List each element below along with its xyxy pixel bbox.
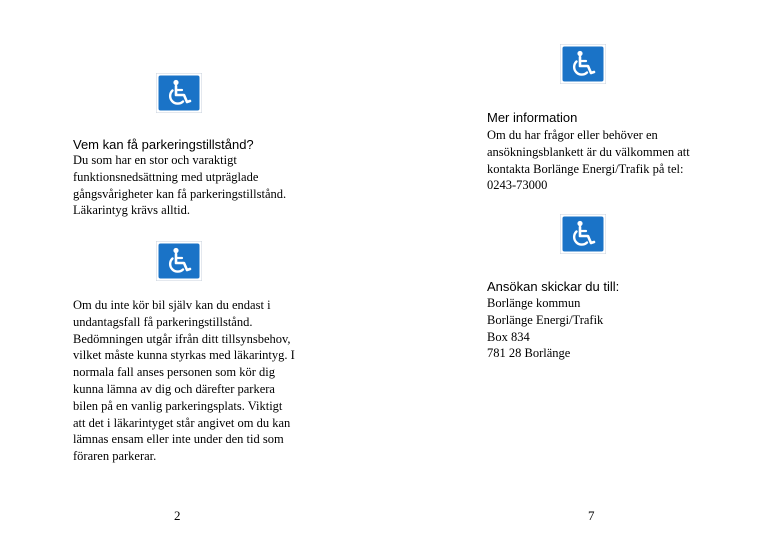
section-heading-mer-information: Mer information (487, 110, 578, 125)
address-line: Borlänge kommun (487, 296, 581, 310)
page-number: 2 (174, 508, 181, 523)
section-body-adress (487, 295, 603, 362)
wheelchair-icon (156, 241, 202, 281)
text-line: normala fall anses personen som kör dig (73, 365, 276, 380)
text-line: bilen på en vanlig parkeringsplats. Viktigt (73, 398, 283, 413)
text-line: föraren parkerar. (73, 449, 157, 464)
text-line: 0243-73000 (487, 178, 548, 193)
text-line: Om du inte kör bil själv kan du endast i (73, 298, 271, 312)
page-number: 7 (588, 508, 595, 523)
text-line: Du som har en stor och varaktigt (73, 153, 237, 167)
text-line: kunna lämna av dig och därefter parkera (73, 381, 275, 396)
text-line: Läkarintyg krävs alltid. (73, 203, 190, 218)
wheelchair-icon (560, 44, 606, 84)
wheelchair-icon (156, 73, 202, 113)
section-body-mer-information (487, 127, 690, 194)
address-line: 781 28 Borlänge (487, 346, 571, 361)
text-line: undantagsfall få parkeringstillstånd. (73, 314, 253, 329)
text-line: funktionsnedsättning med utpräglade (73, 169, 259, 184)
text-line: gångsvårigheter kan få parkeringstillstånd. (73, 186, 287, 201)
text-line: Bedömningen utgår ifrån ditt tillsynsbehov, (73, 331, 291, 346)
text-line: att det i läkarintyget står angivet om du kan (73, 415, 291, 430)
text-line: kontakta Borlänge Energi/Trafik på tel: (487, 161, 684, 176)
section-body-undantag (73, 297, 295, 465)
right-page (390, 0, 780, 540)
text-line: Om du har frågor eller behöver en (487, 128, 658, 142)
address-line: Borlänge Energi/Trafik (487, 312, 604, 327)
wheelchair-icon (560, 214, 606, 254)
section-heading-vem: Vem kan få parkeringstillstånd? (73, 137, 254, 152)
section-body-vem (73, 152, 286, 219)
text-line: lämnas ensam eller inte under den tid som (73, 432, 284, 447)
text-line: ansökningsblankett är du välkommen att (487, 144, 690, 159)
section-heading-ansokan: Ansökan skickar du till: (487, 279, 620, 294)
text-line: vilket måste kunna styrkas med läkarintyg. I (73, 348, 295, 363)
address-line: Box 834 (487, 329, 530, 344)
